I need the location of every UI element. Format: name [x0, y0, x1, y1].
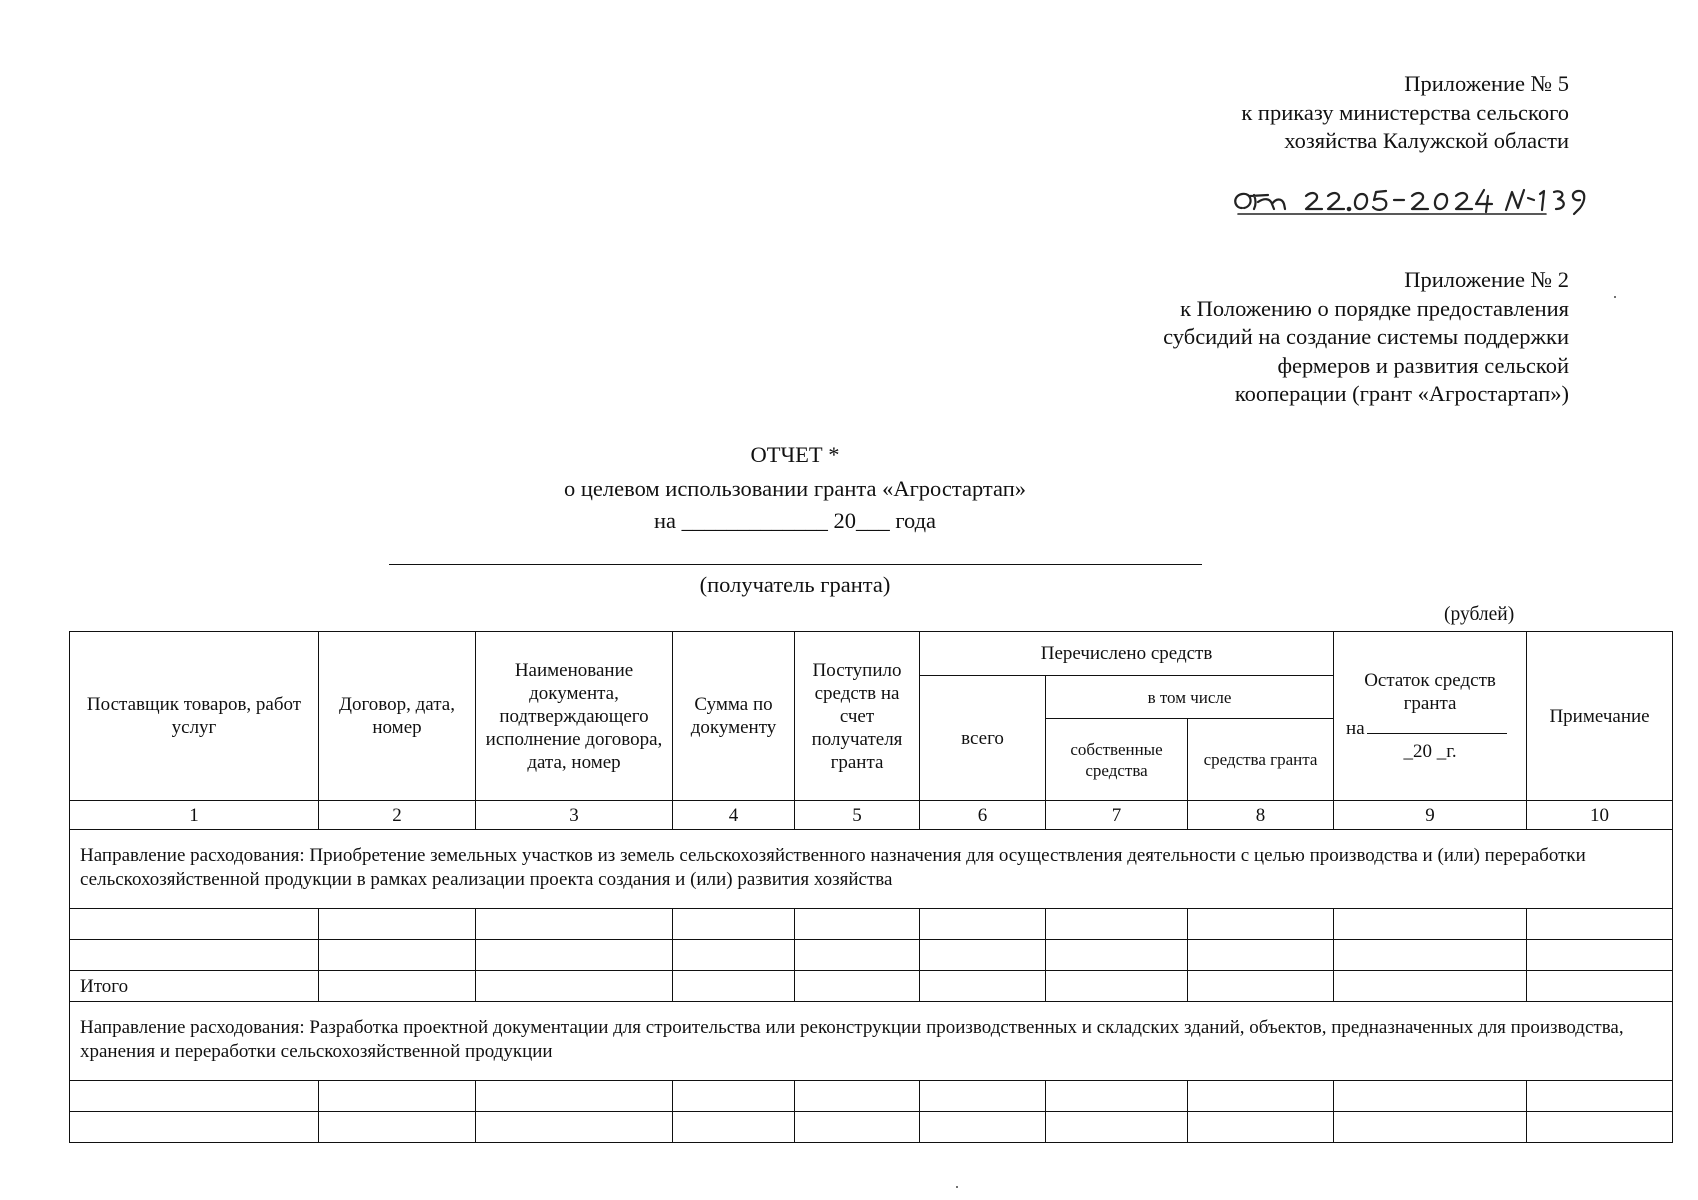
table-cell[interactable] — [1527, 971, 1673, 1002]
table-cell[interactable] — [920, 940, 1046, 971]
section-row — [70, 1002, 1673, 1081]
column-number: 3 — [476, 801, 673, 830]
remainder-date: _20 _г. — [1403, 741, 1457, 762]
table-cell[interactable] — [1046, 1112, 1188, 1143]
table-row — [70, 909, 1673, 940]
table-cell[interactable] — [476, 971, 673, 1002]
handwritten-order-date — [1228, 178, 1612, 222]
table-cell[interactable] — [673, 909, 795, 940]
table-cell[interactable] — [795, 1081, 920, 1112]
table-cell[interactable] — [476, 1081, 673, 1112]
column-number: 4 — [673, 801, 795, 830]
table-cell[interactable] — [1334, 940, 1527, 971]
remainder-date-blank — [1367, 719, 1507, 734]
recipient-blank-line — [389, 564, 1202, 565]
table-cell[interactable] — [1334, 909, 1527, 940]
report-title: ОТЧЕТ * — [750, 442, 840, 467]
header-grant-funds: средства гранта — [1188, 719, 1334, 801]
scan-speck — [956, 1186, 958, 1188]
table-row — [70, 1112, 1673, 1143]
table-cell[interactable] — [1334, 971, 1527, 1002]
report-subtitle: о целевом использовании гранта «Агростартап» — [564, 476, 1026, 501]
total-label: Итого — [70, 971, 319, 1002]
table-cell[interactable] — [476, 1112, 673, 1143]
column-number-row — [70, 801, 1673, 830]
appendix-5-line: Приложение № 5 — [1404, 71, 1569, 96]
appendix-2-line: субсидий на создание системы поддержки — [1163, 324, 1569, 349]
column-number: 7 — [1046, 801, 1188, 830]
table-cell[interactable] — [920, 1081, 1046, 1112]
table-cell[interactable] — [70, 1112, 319, 1143]
column-number: 6 — [920, 801, 1046, 830]
column-number: 5 — [795, 801, 920, 830]
table-cell[interactable] — [795, 1112, 920, 1143]
table-cell[interactable] — [1527, 1112, 1673, 1143]
table-cell[interactable] — [1046, 1081, 1188, 1112]
table-cell[interactable] — [1046, 909, 1188, 940]
table-cell[interactable] — [1188, 1081, 1334, 1112]
remainder-title: Остаток средств гранта — [1364, 670, 1496, 714]
header-supplier: Поставщик товаров, работ услуг — [70, 632, 319, 801]
remainder-on — [1338, 717, 1522, 740]
table-cell[interactable] — [1188, 909, 1334, 940]
table-cell[interactable] — [1046, 971, 1188, 1002]
column-number: 8 — [1188, 801, 1334, 830]
table-cell[interactable] — [319, 971, 476, 1002]
appendix-2-line: фермеров и развития сельской — [1277, 352, 1569, 378]
table-cell[interactable] — [673, 971, 795, 1002]
table-cell[interactable] — [795, 909, 920, 940]
section-direction: Направление расходования: Разработка проектной документации для строительства или реконструкции производственных и складских зданий, объектов, предназначенных для производства, хранения и переработки сельскохозяйственной продукции — [70, 1002, 1673, 1081]
units-label: (рублей) — [1444, 604, 1515, 625]
column-number: 9 — [1334, 801, 1527, 830]
table-cell[interactable] — [1527, 940, 1673, 971]
appendix-5-header — [1241, 70, 1569, 156]
table-cell[interactable] — [1527, 909, 1673, 940]
table-cell[interactable] — [1527, 1081, 1673, 1112]
table-cell[interactable] — [70, 940, 319, 971]
header-row — [70, 632, 1673, 676]
appendix-5-line: хозяйства Калужской области — [1284, 128, 1569, 153]
report-period: на _____________ 20___ года — [653, 508, 937, 533]
table-cell[interactable] — [1334, 1112, 1527, 1143]
table-cell[interactable] — [1334, 1081, 1527, 1112]
report-table — [69, 631, 1673, 1143]
appendix-2-line: к Положению о порядке предоставления — [1180, 295, 1569, 321]
table-cell[interactable] — [476, 909, 673, 940]
appendix-5-line: к приказу министерства сельского — [1241, 99, 1569, 125]
scan-speck — [1614, 296, 1616, 298]
header-received: Поступило средств на счет получателя гранта — [795, 632, 920, 801]
table-cell[interactable] — [70, 1081, 319, 1112]
column-number: 1 — [70, 801, 319, 830]
header-remainder — [1334, 632, 1527, 801]
appendix-2-header — [1163, 266, 1569, 409]
table-cell[interactable] — [70, 909, 319, 940]
section-direction: Направление расходования: Приобретение земельных участков из земель сельскохозяйственного назначения для осуществления деятельности с целью производства и (или) переработки сельскохозяйственной продукции в рамках реализации проекта создания и (или) развития хозяйства — [70, 830, 1673, 909]
header-including: в том числе — [1046, 676, 1334, 719]
table-cell[interactable] — [1046, 940, 1188, 971]
handwritten-order-date-image — [1228, 178, 1612, 222]
header-contract: Договор, дата, номер — [319, 632, 476, 801]
table-cell[interactable] — [1188, 971, 1334, 1002]
table-cell[interactable] — [1188, 940, 1334, 971]
table-cell[interactable] — [476, 940, 673, 971]
header-amount: Сумма по документу — [673, 632, 795, 801]
column-number: 10 — [1527, 801, 1673, 830]
header-transferred: Перечислено средств — [920, 632, 1334, 676]
table-cell[interactable] — [673, 940, 795, 971]
section-row — [70, 830, 1673, 909]
table-row — [70, 1081, 1673, 1112]
table-cell[interactable] — [319, 940, 476, 971]
table-cell[interactable] — [1188, 1112, 1334, 1143]
column-number: 2 — [319, 801, 476, 830]
table-cell[interactable] — [920, 909, 1046, 940]
table-cell[interactable] — [319, 909, 476, 940]
remainder-on-label: на — [1346, 718, 1365, 739]
table-cell[interactable] — [795, 971, 920, 1002]
header-own-funds: собственные средства — [1046, 719, 1188, 801]
total-row — [70, 971, 1673, 1002]
appendix-2-line: Приложение № 2 — [1404, 267, 1569, 292]
table-cell[interactable] — [920, 971, 1046, 1002]
recipient-label: (получатель гранта) — [699, 572, 891, 597]
table-cell[interactable] — [920, 1112, 1046, 1143]
table-cell[interactable] — [319, 1112, 476, 1143]
header-total: всего — [920, 676, 1046, 801]
table-cell[interactable] — [319, 1081, 476, 1112]
table-cell[interactable] — [673, 1112, 795, 1143]
appendix-2-line: кооперации (грант «Агростартап») — [1234, 381, 1569, 406]
table-cell[interactable] — [795, 940, 920, 971]
table-row — [70, 940, 1673, 971]
header-document: Наименование документа, подтверждающего исполнение договора, дата, номер — [476, 632, 673, 801]
header-note: Примечание — [1527, 632, 1673, 801]
table-cell[interactable] — [673, 1081, 795, 1112]
